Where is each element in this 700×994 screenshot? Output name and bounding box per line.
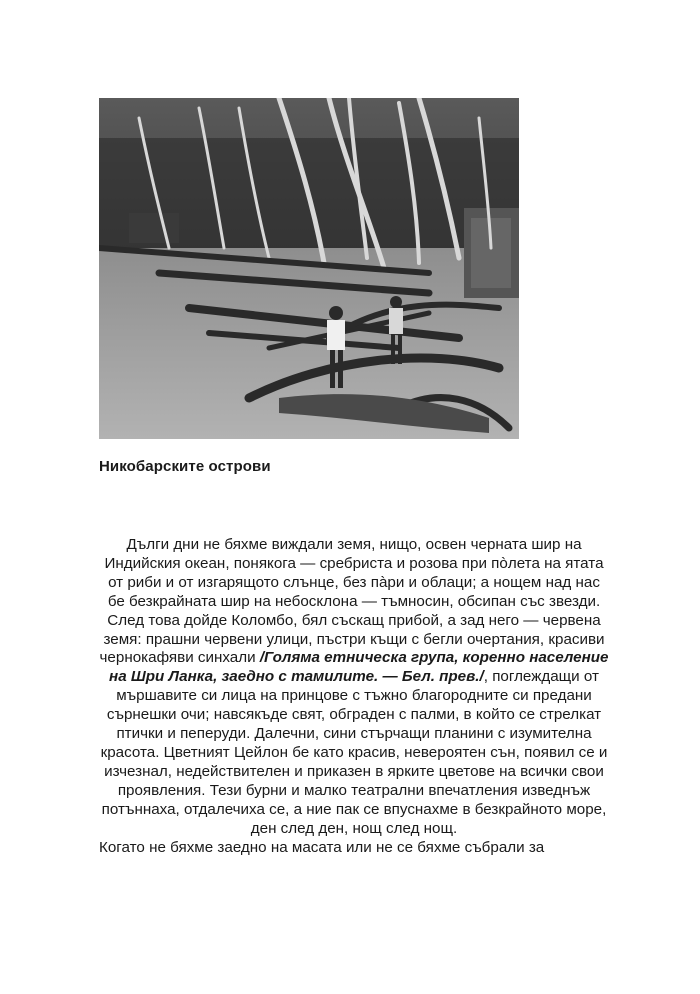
paragraph-1-part-1: Дълги дни не бяхме виждали земя, нищо, освен черната шир на Индийския океан, понякога — сребриста и розова при пòлета на ятата от риби и от изгарящото слънце, без пàри и облаци; а нощем над нас бе безкрайната шир на небосклона — тъмносин, обсипан със звезди. След това дойде Коломбо, бял съскащ прибой, а зад него — червена земя: прашни червени улици, пъстри къщи с бегли очертания, красиви чернокафяви синхали: [99, 536, 605, 667]
translator-note: /Голяма етническа група, коренно население на Шри Ланка, заедно с тамилите. — Бел. прев./: [109, 649, 609, 686]
paragraph-1: [99, 536, 609, 839]
paragraph-1-part-2: , поглеждащи от мършавите си лица на принцове с тъжно благородните си предани сърнешки очи; навсякъде свят, обграден с палми, в който се стрелкат птички и пеперуди. Далечни, сини стърчащи планини с изумителна красота. Цветният Цейлон бе като красив, невероятен сън, появил се и изчезнал, недействителен и приказен в ярките цветове на всички свои проявления. Тези бурни и малко театрални впечатления изведнъж потъннаха, отдалечиха се, а ние пак се впуснахме в безкрайното море, ден след ден, нощ след нощ.: [100, 668, 608, 837]
paragraph-2: Когато не бяхме заедно на масата или не се бяхме събрали за: [99, 838, 545, 856]
section-heading: Никобарските острови: [99, 458, 271, 475]
body-text: [99, 536, 609, 857]
beach-canoes-photo: [99, 98, 519, 439]
photo-illustration: [99, 98, 519, 439]
